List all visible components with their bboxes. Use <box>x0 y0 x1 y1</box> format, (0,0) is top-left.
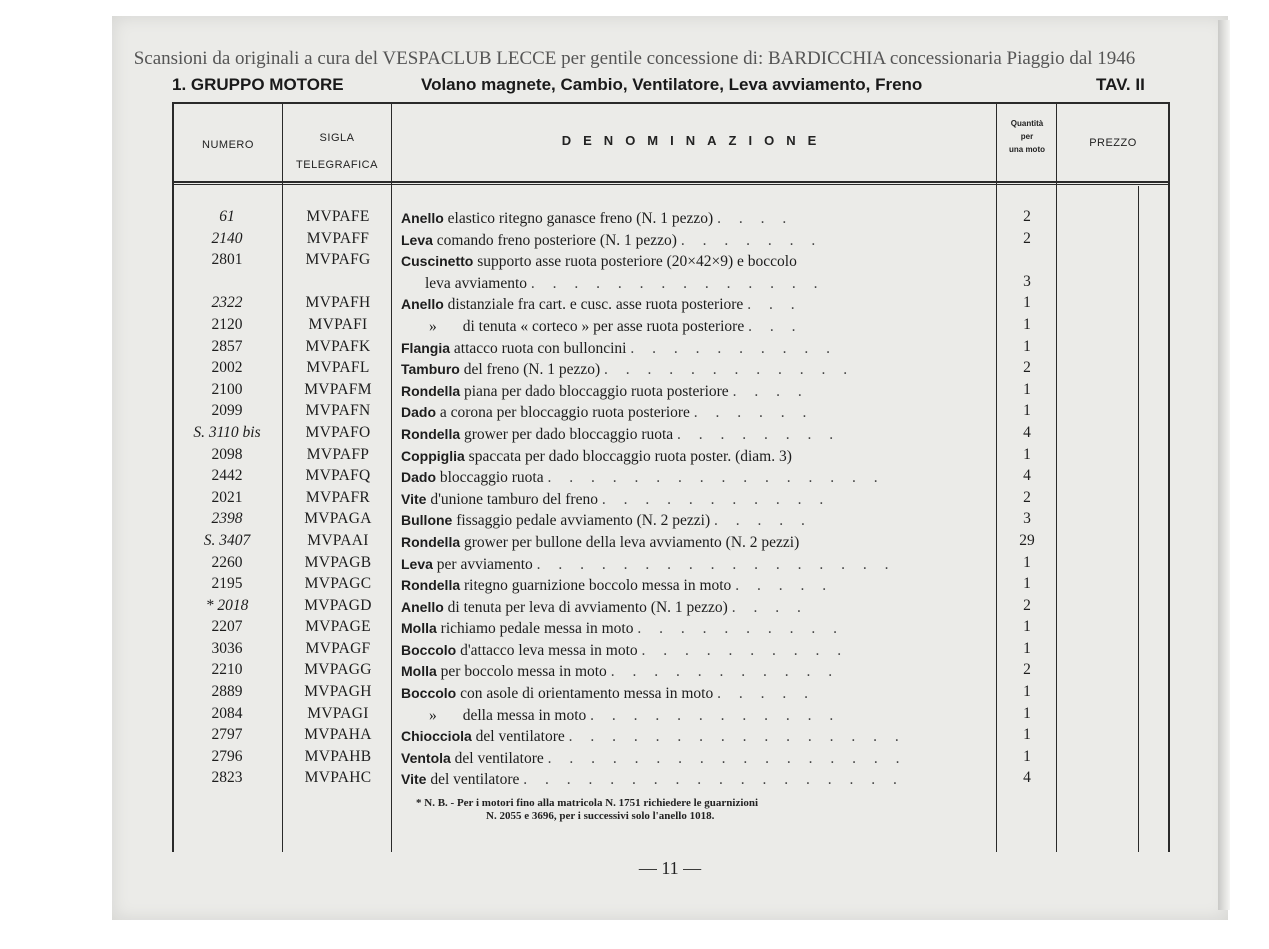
part-number: 2098 <box>211 445 243 463</box>
part-description <box>401 316 991 338</box>
quantity: 1 <box>1023 575 1031 593</box>
part-number: 2398 <box>211 510 243 528</box>
plate-label: TAV. II <box>1096 75 1145 94</box>
quantity: 2 <box>1023 596 1031 614</box>
telegraphic-code: MVPAFG <box>305 251 371 269</box>
telegraphic-code: MVPAFE <box>306 208 370 225</box>
table-row <box>0 359 1269 381</box>
leader-dots: . . . . . . . . . . . . . . . . . . <box>523 771 904 789</box>
part-detail-continued: leva avviamento <box>425 274 527 292</box>
part-number: 2889 <box>211 683 243 701</box>
part-detail: d'unione tamburo del freno <box>426 490 598 508</box>
leader-dots: . . . . <box>731 598 808 616</box>
quantity: 1 <box>1023 704 1031 722</box>
part-description <box>401 640 991 662</box>
part-number: 2823 <box>211 769 243 787</box>
quantity: 1 <box>1023 402 1031 420</box>
part-number: 2099 <box>211 402 243 420</box>
telegraphic-code: MVPAGC <box>304 575 372 593</box>
part-name: Bullone <box>401 512 453 529</box>
table-row <box>0 338 1269 360</box>
leader-dots: . . . . . . . . <box>677 425 841 443</box>
leader-dots: . . . . <box>717 210 794 227</box>
scan-credit: Scansioni da originali a cura del VESPACLUB LECCE per gentile concessione di: BARDICCHIA concessionaria Piaggio dal 1946 <box>133 48 1136 69</box>
part-description <box>401 402 991 424</box>
quantity: 1 <box>1023 618 1031 636</box>
quantity: 1 <box>1023 639 1031 657</box>
telegraphic-code: MVPAFK <box>305 337 371 355</box>
leader-dots: . . . . . . . . . . . . . . . . <box>547 469 885 487</box>
part-name: Cuscinetto <box>401 253 474 270</box>
part-description <box>401 446 991 468</box>
quantity: 1 <box>1023 315 1031 333</box>
part-description <box>401 230 991 252</box>
part-name: Rondella <box>401 577 461 594</box>
part-name: Boccolo <box>401 685 457 702</box>
part-name: Leva <box>401 231 433 248</box>
part-name: Anello <box>401 598 444 615</box>
part-description <box>401 683 991 705</box>
part-description <box>401 294 991 316</box>
section-subtitle: Volano magnete, Cambio, Ventilatore, Leva avviamento, Freno <box>421 75 923 94</box>
part-name: Vite <box>401 490 427 507</box>
leader-dots: . . . . . . . . . . . . <box>604 361 855 379</box>
leader-dots: . . . . . . . . . . . <box>610 663 840 681</box>
part-name: Rondella <box>401 425 461 442</box>
telegraphic-code: MVPAFL <box>306 359 370 377</box>
col-header-quantita <box>998 117 1056 156</box>
col-header-sigla-line2: TELEGRAFICA <box>296 159 378 171</box>
table-row <box>0 467 1269 489</box>
part-detail: spaccata per dado bloccaggio ruota poster. (diam. 3) <box>464 447 792 465</box>
table-row <box>0 251 1269 294</box>
quantity: 1 <box>1023 445 1031 463</box>
part-number: 2796 <box>211 747 243 765</box>
part-name: Tamburo <box>401 361 460 378</box>
part-detail: del ventilatore <box>471 728 565 746</box>
leader-dots: . . . <box>747 296 802 314</box>
part-description <box>401 575 991 597</box>
col-header-qty-line2: per <box>1020 132 1034 141</box>
telegraphic-code: MVPAFF <box>306 229 370 247</box>
table-row <box>0 489 1269 511</box>
part-detail: richiamo pedale messa in moto <box>436 620 634 638</box>
part-name: Molla <box>401 620 437 637</box>
table-row <box>0 424 1269 446</box>
telegraphic-code: MVPAGI <box>307 704 369 722</box>
table-row <box>0 554 1269 576</box>
col-header-numero: NUMERO <box>202 139 254 151</box>
part-number: 2002 <box>211 359 243 377</box>
table-row <box>0 446 1269 468</box>
part-detail: distanziale fra cart. e cusc. asse ruota posteriore <box>443 296 744 314</box>
quantity: 3 <box>1023 510 1031 528</box>
leader-dots: . . . . . . . . . . . . . . . . <box>568 728 906 746</box>
part-name: Rondella <box>401 382 461 399</box>
part-detail: del ventilatore <box>450 749 544 767</box>
table-row <box>0 661 1269 683</box>
part-description <box>401 359 991 381</box>
part-name: Anello <box>401 296 444 313</box>
part-detail: fissaggio pedale avviamento (N. 2 pezzi) <box>452 512 711 530</box>
quantity: 2 <box>1023 229 1031 247</box>
quantity: 4 <box>1023 423 1031 441</box>
leader-dots: . . . . . . <box>693 404 814 422</box>
part-detail: per avviamento <box>432 555 533 573</box>
part-description <box>401 208 991 230</box>
leader-dots: . . . . . <box>714 512 812 530</box>
part-detail: attacco ruota con bulloncini <box>450 339 627 357</box>
part-number: 2442 <box>211 467 243 485</box>
leader-dots: . . . . <box>732 382 809 400</box>
telegraphic-code: MVPAGH <box>304 683 372 701</box>
part-detail: di tenuta per leva di avviamento (N. 1 pezzo) <box>443 598 728 616</box>
part-detail: della messa in moto <box>462 706 587 724</box>
quantity: 1 <box>1023 726 1031 744</box>
part-description <box>401 769 991 791</box>
table-row <box>0 618 1269 640</box>
part-number: 2100 <box>211 380 243 398</box>
part-description <box>401 489 991 511</box>
part-number: 2140 <box>211 229 243 247</box>
telegraphic-code: MVPAGA <box>304 510 372 528</box>
footnote <box>416 797 976 823</box>
leader-dots: . . . . . . . . . . . . . . . . . <box>536 555 896 573</box>
col-header-sigla-line1: SIGLA <box>319 132 355 144</box>
quantity: 29 <box>1019 531 1035 549</box>
part-number: 2797 <box>211 726 243 744</box>
quantity: 1 <box>1023 337 1031 355</box>
header-rule-thin <box>172 184 1170 185</box>
table-row <box>0 294 1269 316</box>
part-description <box>401 597 991 619</box>
part-name: Vite <box>401 771 427 788</box>
table-row <box>0 208 1269 230</box>
header-rule <box>172 181 1170 183</box>
telegraphic-code: MVPAFQ <box>305 467 371 485</box>
part-number: 2210 <box>211 661 243 679</box>
part-name: Dado <box>401 404 436 421</box>
quantity: 2 <box>1023 488 1031 506</box>
part-description <box>401 705 991 727</box>
leader-dots: . . . . . . . . . . . . <box>590 706 841 724</box>
ditto-mark: » <box>429 706 437 724</box>
table-row <box>0 575 1269 597</box>
parts-rows <box>0 208 1269 791</box>
part-number: S. 3407 <box>203 531 251 549</box>
part-detail: per boccolo messa in moto <box>436 663 607 681</box>
leader-dots: . . . . . . . . . . <box>630 339 837 357</box>
table-row <box>0 705 1269 727</box>
col-header-prezzo: PREZZO <box>1089 137 1137 149</box>
telegraphic-code: MVPAFH <box>305 294 371 312</box>
part-name: Coppiglia <box>401 447 465 464</box>
part-number: 2021 <box>211 488 243 506</box>
table-row <box>0 597 1269 619</box>
telegraphic-code: MVPAFN <box>305 402 371 420</box>
part-description <box>401 381 991 403</box>
leader-dots: . . . . . . . . . . <box>637 620 844 638</box>
telegraphic-code: MVPAGF <box>305 639 371 657</box>
part-number: 2120 <box>211 315 243 333</box>
part-description <box>401 618 991 640</box>
table-row <box>0 316 1269 338</box>
quantity: 4 <box>1023 769 1031 787</box>
part-name: Anello <box>401 210 444 226</box>
part-number: 2195 <box>211 575 243 593</box>
part-name: Boccolo <box>401 641 457 658</box>
part-number: 2801 <box>211 251 243 269</box>
part-detail: piana per dado bloccaggio ruota posteriore <box>460 382 729 400</box>
part-description <box>401 661 991 683</box>
quantity: 2 <box>1023 208 1031 225</box>
quantity: 1 <box>1023 747 1031 765</box>
telegraphic-code: MVPAGG <box>304 661 372 679</box>
part-description <box>401 748 991 770</box>
col-header-denominazione: DENOMINAZIONE <box>561 133 829 148</box>
part-detail: di tenuta « corteco » per asse ruota posteriore <box>462 317 745 335</box>
part-description <box>401 532 991 554</box>
leader-dots: . . . . . . . . . . . . . . . . . <box>547 749 907 767</box>
quantity: 1 <box>1023 553 1031 571</box>
part-name: Flangia <box>401 339 451 356</box>
part-detail: bloccaggio ruota <box>436 469 544 487</box>
part-name: Rondella <box>401 533 461 550</box>
leader-dots: . . . . . . . . . . . . . . <box>530 274 825 292</box>
quantity: 1 <box>1023 380 1031 398</box>
telegraphic-code: MVPAGE <box>305 618 371 636</box>
quantity: 1 <box>1023 294 1031 312</box>
telegraphic-code: MVPAFO <box>305 423 371 441</box>
col-header-sigla <box>283 125 391 179</box>
leader-dots: . . . . . <box>717 685 815 703</box>
telegraphic-code: MVPAHC <box>304 769 372 787</box>
part-detail: grower per bullone della leva avviamento (N. 2 pezzi) <box>460 533 800 551</box>
part-detail: comando freno posteriore (N. 1 pezzo) <box>432 231 677 249</box>
table-row <box>0 683 1269 705</box>
part-number: 3036 <box>211 639 243 657</box>
part-number: * 2018 <box>205 596 249 614</box>
part-detail: a corona per bloccaggio ruota posteriore <box>436 404 690 422</box>
telegraphic-code: MVPAHA <box>304 726 372 744</box>
part-detail: con asole di orientamento messa in moto <box>456 685 714 703</box>
table-row <box>0 510 1269 532</box>
part-name: Leva <box>401 555 433 572</box>
telegraphic-code: MVPAAI <box>307 531 369 549</box>
part-description <box>401 424 991 446</box>
part-name: Molla <box>401 663 437 680</box>
part-detail: grower per dado bloccaggio ruota <box>460 425 674 443</box>
part-number: 61 <box>219 208 235 225</box>
telegraphic-code: MVPAFI <box>308 315 368 333</box>
table-row <box>0 640 1269 662</box>
table-row <box>0 402 1269 424</box>
table-row <box>0 381 1269 403</box>
telegraphic-code: MVPAFM <box>304 380 372 398</box>
part-description <box>401 554 991 576</box>
leader-dots: . . . . . . . <box>680 231 823 249</box>
part-number: 2084 <box>211 704 243 722</box>
footnote-line2: N. 2055 e 3696, per i successivi solo l'anello 1018. <box>486 810 715 822</box>
leader-dots: . . . . . <box>735 577 834 595</box>
part-description <box>401 726 991 748</box>
part-name: Ventola <box>401 749 451 766</box>
quantity: 2 <box>1023 359 1031 377</box>
quantity: 2 <box>1023 661 1031 679</box>
part-number: S. 3110 bis <box>193 423 261 441</box>
part-detail: d'attacco leva messa in moto <box>456 641 638 659</box>
part-description <box>401 251 991 294</box>
part-number: 2322 <box>211 294 243 312</box>
table-row <box>0 748 1269 770</box>
group-title: 1. GRUPPO MOTORE <box>172 75 344 94</box>
footnote-line1: * N. B. - Per i motori fino alla matricola N. 1751 richiedere le guarnizioni <box>416 797 759 809</box>
col-header-qty-line3: una moto <box>1009 145 1045 154</box>
leader-dots: . . . . . . . . . . . <box>601 490 831 508</box>
page-number: — 11 — <box>638 858 702 878</box>
part-detail: del freno (N. 1 pezzo) <box>459 361 601 379</box>
table-row <box>0 230 1269 252</box>
part-description <box>401 338 991 360</box>
telegraphic-code: MVPAGD <box>304 596 372 614</box>
telegraphic-code: MVPAGB <box>304 553 372 571</box>
telegraphic-code: MVPAFR <box>305 488 371 506</box>
part-number: 2857 <box>211 337 243 355</box>
table-row <box>0 726 1269 748</box>
part-detail: elastico ritegno ganasce freno (N. 1 pezzo) <box>443 210 714 227</box>
quantity: 4 <box>1023 467 1031 485</box>
telegraphic-code: MVPAHB <box>304 747 372 765</box>
part-description <box>401 510 991 532</box>
telegraphic-code: MVPAFP <box>306 445 370 463</box>
leader-dots: . . . <box>748 317 803 335</box>
quantity: 3 <box>1023 272 1031 290</box>
part-number: 2207 <box>211 618 243 636</box>
leader-dots: . . . . . . . . . . <box>641 641 849 659</box>
part-description <box>401 467 991 489</box>
col-header-qty-line1: Quantità <box>1010 119 1044 128</box>
part-detail: supporto asse ruota posteriore (20×42×9) e boccolo <box>473 253 797 271</box>
ditto-mark: » <box>429 317 437 335</box>
part-name: Dado <box>401 469 436 486</box>
part-number: 2260 <box>211 553 243 571</box>
part-detail: del ventilatore <box>426 771 520 789</box>
part-name: Chiocciola <box>401 728 472 745</box>
part-detail: ritegno guarnizione boccolo messa in moto <box>460 577 732 595</box>
quantity: 1 <box>1023 683 1031 701</box>
table-row <box>0 532 1269 554</box>
table-row <box>0 769 1269 791</box>
